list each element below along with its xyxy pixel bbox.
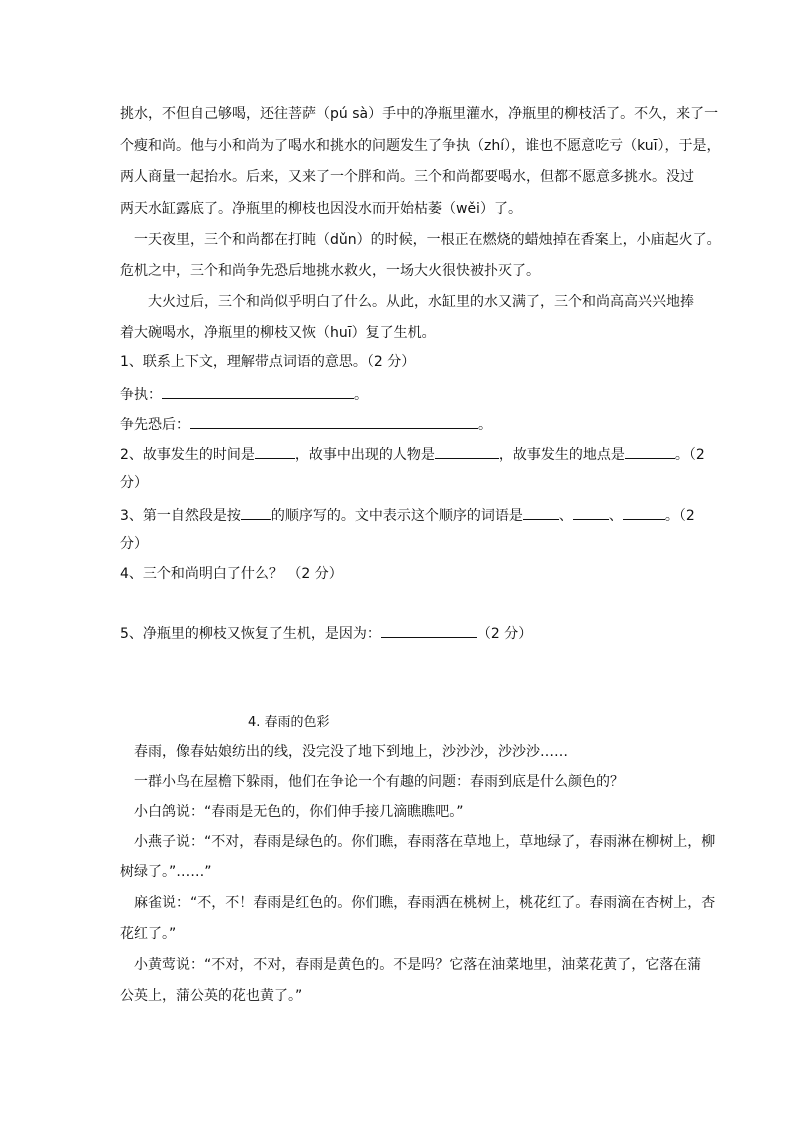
answer-blank[interactable] — [381, 623, 477, 638]
story-line: 两天水缸露底了。净瓶里的柳枝也因没水而开始枯萎（wěi）了。 — [120, 201, 522, 217]
story-line: 挑水，不但自己够喝，还往菩萨（pú sà）手中的净瓶里灌水，净瓶里的柳枝活了。不久，来了一 — [120, 106, 719, 122]
period: 。 — [354, 387, 368, 403]
question-1: 1、联系上下文，理解带点词语的意思。（2 分） — [120, 354, 416, 370]
answer-blank[interactable] — [623, 505, 665, 520]
question-1a — [120, 384, 368, 404]
story-line: 大火过后，三个和尚似乎明白了什么。从此，水缸里的水又满了，三个和尚高高兴兴地捧 — [148, 294, 694, 310]
q2-text: ，故事中出现的人物是 — [294, 447, 435, 463]
story-title: 4. 春雨的色彩 — [248, 715, 330, 730]
answer-blank[interactable] — [190, 414, 478, 429]
question-4: 4、三个和尚明白了什么？ （2 分） — [120, 566, 343, 582]
story-line: 小白鸽说：“春雨是无色的，你们伸手接几滴瞧瞧吧。” — [134, 804, 464, 820]
question-3-cont: 分） — [120, 536, 148, 552]
story-line: 麻雀说：“不，不！春雨是红色的。你们瞧，春雨洒在桃树上，桃花红了。春雨滴在杏树上，杏 — [134, 895, 716, 911]
story-line: 个瘦和尚。他与小和尚为了喝水和挑水的问题发生了争执（zhí），谁也不愿意吃亏（kuī），于是， — [120, 138, 721, 154]
story-line: 一群小鸟在屋檐下躲雨，他们在争论一个有趣的问题：春雨到底是什么颜色的？ — [134, 774, 624, 790]
story-line: 春雨，像春姑娘纺出的线，没完没了地下到地上，沙沙沙，沙沙沙…… — [134, 744, 568, 760]
story-line: 小燕子说：“不对，春雨是绿色的。你们瞧，春雨落在草地上，草地绿了，春雨淋在柳树上，柳 — [134, 834, 716, 850]
q2-text: 。（2 — [674, 447, 705, 463]
story-line: 着大碗喝水，净瓶里的柳枝又恢（huī）复了生机。 — [120, 325, 436, 341]
story-line: 花红了。” — [120, 926, 177, 942]
story-line: 树绿了。”……” — [120, 864, 212, 880]
q5-text: （2 分） — [476, 626, 533, 642]
answer-blank[interactable] — [241, 505, 271, 520]
q1a-label: 争执： — [120, 387, 162, 403]
story-line: 小黄莺说：“不对，不对，春雨是黄色的。不是吗？它落在油菜地里，油菜花黄了，它落在蒲 — [134, 957, 702, 973]
question-5 — [120, 623, 532, 643]
answer-blank[interactable] — [523, 505, 559, 520]
q2-text: 2、故事发生的时间是 — [120, 447, 255, 463]
period: 。 — [478, 417, 492, 433]
q5-text: 5、净瓶里的柳枝又恢复了生机，是因为： — [120, 626, 381, 642]
q3-text: 。（2 — [664, 508, 695, 524]
separator: 、 — [558, 508, 573, 524]
answer-blank[interactable] — [255, 444, 295, 459]
story-line: 一天夜里，三个和尚都在打盹（dǔn）的时候，一根正在燃烧的蜡烛掉在香案上，小庙起火了。 — [134, 232, 721, 248]
answer-blank[interactable] — [435, 444, 499, 459]
story-line: 危机之中，三个和尚争先恐后地挑水救火，一场大火很快被扑灭了。 — [120, 263, 540, 279]
question-1b — [120, 414, 492, 434]
answer-blank[interactable] — [573, 505, 609, 520]
q1b-label: 争先恐后： — [120, 417, 190, 433]
story-line: 公英上，蒲公英的花也黄了。” — [120, 988, 303, 1004]
separator: 、 — [608, 508, 623, 524]
story-line: 两人商量一起抬水。后来，又来了一个胖和尚。三个和尚都要喝水，但都不愿意多挑水。没过 — [120, 169, 694, 185]
answer-blank[interactable] — [162, 384, 354, 399]
question-2 — [120, 444, 705, 464]
question-2-cont: 分） — [120, 475, 148, 491]
q2-text: ，故事发生的地点是 — [498, 447, 625, 463]
q3-text: 3、第一自然段是按 — [120, 508, 241, 524]
question-3 — [120, 505, 695, 525]
q3-text: 的顺序写的。文中表示这个顺序的词语是 — [270, 508, 523, 524]
answer-blank[interactable] — [625, 444, 675, 459]
